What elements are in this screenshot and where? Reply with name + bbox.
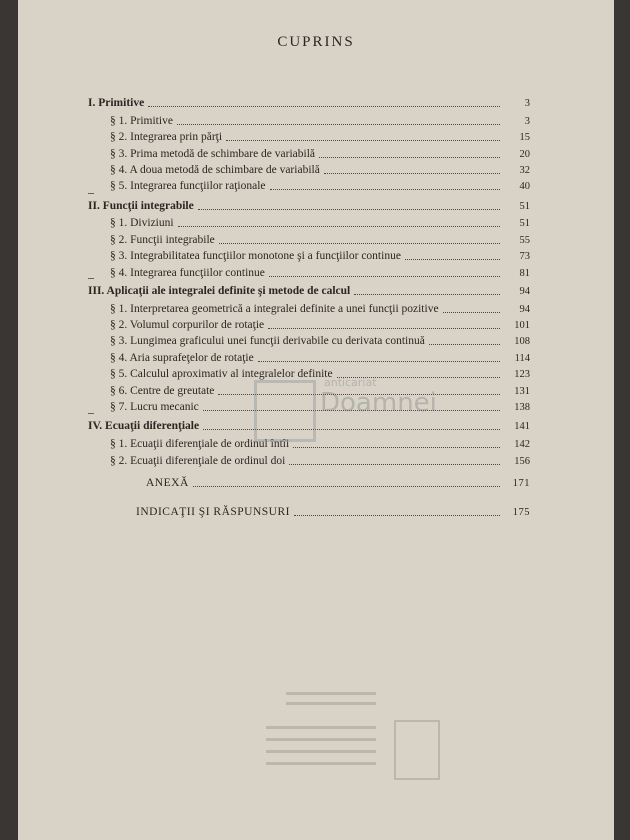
toc-section-label: § 7. Lucru mecanic (110, 401, 199, 413)
toc-page-number: 171 (512, 478, 530, 489)
toc-section-label: § 2. Ecuaţii diferenţiale de ordinul doi (110, 455, 286, 467)
toc-chapter-1[interactable] (88, 96, 530, 110)
dot-leader (324, 173, 500, 174)
toc-section[interactable] (110, 130, 530, 144)
dot-leader (319, 157, 500, 158)
toc-page-number: 156 (514, 456, 530, 467)
toc-page-number: 101 (514, 320, 530, 331)
dot-leader (294, 515, 500, 516)
toc-section-label: § 5. Integrarea funcţiilor raţionale (110, 180, 266, 192)
toc-section[interactable] (110, 351, 530, 365)
separator-line (88, 413, 94, 414)
stamp-line (266, 738, 376, 741)
stamp-line (286, 692, 376, 695)
toc-chapter-label: IV. Ecuaţii diferenţiale (88, 420, 200, 432)
dot-leader (177, 124, 500, 125)
stamp-logo-icon (394, 720, 440, 780)
toc-section[interactable] (110, 249, 530, 263)
stamp-line (266, 726, 376, 729)
dot-leader (293, 447, 500, 448)
watermark-logo-icon (254, 380, 316, 442)
dot-leader (354, 294, 500, 295)
toc-page-number: 20 (519, 149, 530, 160)
watermark (254, 374, 437, 438)
watermark-small-text: anticariat (324, 376, 377, 389)
toc-page-number: 141 (514, 421, 530, 432)
toc-section-label: § 2. Volumul corpurilor de rotaţie (110, 319, 265, 331)
toc-page-number: 114 (514, 353, 530, 364)
dot-leader (193, 486, 500, 487)
dot-leader (289, 464, 500, 465)
toc-chapter-label: III. Aplicaţii ale integralei definite şi metode de calcul (88, 285, 351, 297)
toc-page-number: 32 (519, 165, 530, 176)
toc-section[interactable] (110, 334, 530, 348)
toc-page-number: 94 (519, 286, 530, 297)
toc-chapter-2[interactable] (88, 199, 530, 213)
toc-section[interactable] (110, 266, 530, 280)
toc-answers-label: INDICAŢII ŞI RĂSPUNSURI (136, 506, 290, 518)
separator-line (88, 193, 94, 194)
toc-section-label: § 2. Integrarea prin părţi (110, 131, 223, 143)
toc-section-label: § 3. Lungimea graficului unei funcţii derivabile cu derivata continuă (110, 335, 425, 347)
dot-leader (429, 344, 500, 345)
toc-section-label: § 2. Funcţii integrabile (110, 234, 215, 246)
toc-page-number: 73 (519, 251, 530, 262)
page-title: CUPRINS (277, 34, 355, 50)
toc-page-number: 51 (519, 218, 530, 229)
dot-leader (219, 243, 500, 244)
toc-section-label: § 4. Integrarea funcţiilor continue (110, 267, 265, 279)
book-page (18, 0, 614, 840)
toc-page-number: 131 (514, 386, 530, 397)
toc-page-number: 51 (519, 201, 530, 212)
dot-leader (268, 328, 500, 329)
toc-section-label: § 1. Interpretarea geometrică a integralei definite a unei funcţii pozitive (110, 303, 439, 315)
toc-page-number: 108 (514, 336, 530, 347)
toc-page-number: 40 (519, 181, 530, 192)
toc-section[interactable] (110, 318, 530, 332)
dot-leader (226, 140, 500, 141)
toc-page-number: 3 (524, 98, 530, 109)
stamp-line (266, 762, 376, 765)
toc-page-number: 175 (512, 507, 530, 518)
toc-section-label: § 1. Ecuaţii diferenţiale de ordinul întîi (110, 438, 290, 450)
toc-section-label: § 1. Diviziuni (110, 217, 174, 229)
toc-page-number: 81 (519, 268, 530, 279)
toc-annex-label: ANEXĂ (146, 477, 189, 489)
toc-section-label: § 3. Integrabilitatea funcţiilor monotone şi a funcţiilor continue (110, 250, 401, 262)
dot-leader (178, 226, 500, 227)
stamp-line (286, 702, 376, 705)
toc-section-label: § 3. Prima metodă de schimbare de variabilă (110, 148, 316, 160)
toc-page-number: 138 (514, 402, 530, 413)
dot-leader (198, 209, 500, 210)
toc-page-number: 94 (519, 304, 530, 315)
toc-section-label: § 6. Centre de greutate (110, 385, 215, 397)
toc-chapter-label: II. Funcţii integrabile (88, 200, 194, 212)
watermark-big-text: Doamnei (320, 388, 437, 418)
toc-section[interactable] (110, 114, 530, 128)
toc-section-label: § 4. Aria suprafeţelor de rotaţie (110, 352, 254, 364)
dot-leader (405, 259, 500, 260)
dot-leader (269, 276, 500, 277)
separator-line (88, 278, 94, 279)
dot-leader (148, 106, 500, 107)
toc-section[interactable] (110, 302, 530, 316)
toc-section-label: § 5. Calculul aproximativ al integralelor definite (110, 368, 333, 380)
dot-leader (270, 189, 501, 190)
toc-page-number: 15 (519, 132, 530, 143)
dot-leader (258, 361, 500, 362)
toc-answers[interactable] (136, 505, 530, 519)
toc-section[interactable] (110, 163, 530, 177)
toc-section[interactable] (110, 437, 530, 451)
toc-section-label: § 4. A doua metodă de schimbare de variabilă (110, 164, 320, 176)
toc-section[interactable] (110, 454, 530, 468)
toc-annex[interactable] (146, 476, 530, 490)
toc-section[interactable] (110, 216, 530, 230)
toc-chapter-label: I. Primitive (88, 97, 145, 109)
dot-leader (443, 312, 500, 313)
toc-page-number: 142 (514, 439, 530, 450)
toc-page-number: 3 (524, 116, 530, 127)
toc-section-label: § 1. Primitive (110, 115, 173, 127)
stamp-line (266, 750, 376, 753)
toc-page-number: 55 (519, 235, 530, 246)
toc-section[interactable] (110, 179, 530, 193)
toc-section[interactable] (110, 233, 530, 247)
toc-page-number: 123 (514, 369, 530, 380)
toc-chapter-3[interactable] (88, 284, 530, 298)
printer-stamp (246, 690, 446, 790)
toc-section[interactable] (110, 147, 530, 161)
